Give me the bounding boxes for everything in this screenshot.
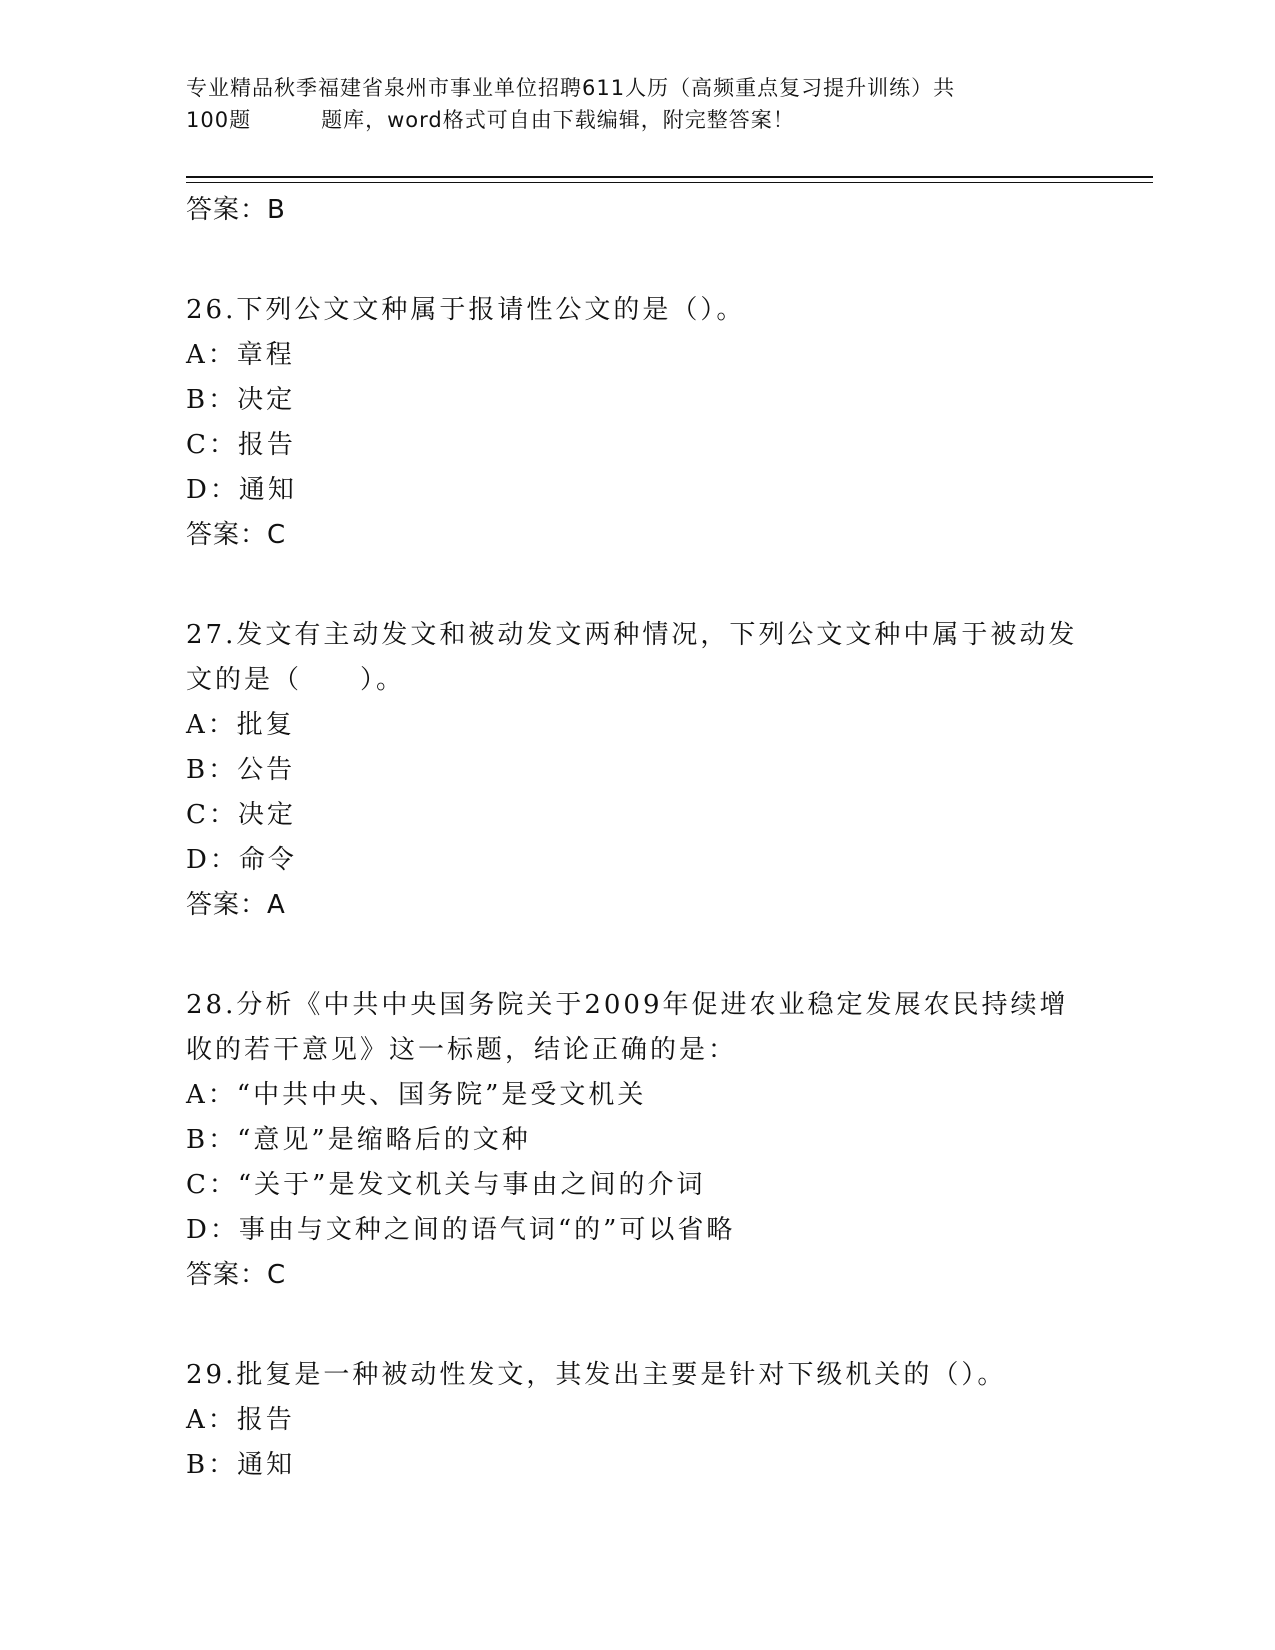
question-text: 29.批复是一种被动性发文，其发出主要是针对下级机关的（）。 xyxy=(186,1360,1007,1390)
option-a: A：批复 xyxy=(186,710,295,740)
question-text: 28.分析《中共中央国务院关于2009年促进农业稳定发展农民持续增收的若干意见》这一标题，结论正确的是： xyxy=(186,990,1069,1065)
question-text: 27.发文有主动发文和被动发文两种情况，下列公文文种中属于被动发文的是（ ）。 xyxy=(186,620,1078,695)
document-header xyxy=(186,72,1076,136)
question-27 xyxy=(186,613,1086,927)
answer: 答案：C xyxy=(186,1260,287,1290)
question-28 xyxy=(186,983,1086,1297)
header-rule-thin xyxy=(186,182,1153,183)
option-b: B：公告 xyxy=(186,755,296,785)
option-c: C：报告 xyxy=(186,430,296,460)
option-a: A：“中共中央、国务院”是受文机关 xyxy=(186,1080,647,1110)
answer: 答案：A xyxy=(186,890,286,920)
option-d: D：通知 xyxy=(186,475,297,505)
answer: 答案：C xyxy=(186,520,287,550)
header-rule-thick xyxy=(186,176,1153,178)
option-b: B：通知 xyxy=(186,1450,296,1480)
question-text: 26.下列公文文种属于报请性公文的是（）。 xyxy=(186,295,746,325)
question-26 xyxy=(186,288,1086,557)
option-b: B：“意见”是缩略后的文种 xyxy=(186,1125,531,1155)
option-b: B：决定 xyxy=(186,385,296,415)
option-a: A：报告 xyxy=(186,1405,295,1435)
header-line-2 xyxy=(186,104,1076,136)
option-c: C：决定 xyxy=(186,800,296,830)
header-count: 100题 xyxy=(186,108,252,132)
header-desc: 题库，word格式可自由下载编辑，附完整答案！ xyxy=(321,108,795,132)
answer-previous: 答案：B xyxy=(186,195,286,225)
question-list xyxy=(186,188,1086,1488)
option-c: C：“关于”是发文机关与事由之间的介词 xyxy=(186,1170,706,1200)
option-d: D：事由与文种之间的语气词“的”可以省略 xyxy=(186,1215,736,1245)
question-29 xyxy=(186,1353,1086,1488)
option-d: D：命令 xyxy=(186,845,297,875)
header-line-1: 专业精品秋季福建省泉州市事业单位招聘611人历（高频重点复习提升训练）共 xyxy=(186,76,956,100)
option-a: A：章程 xyxy=(186,340,295,370)
